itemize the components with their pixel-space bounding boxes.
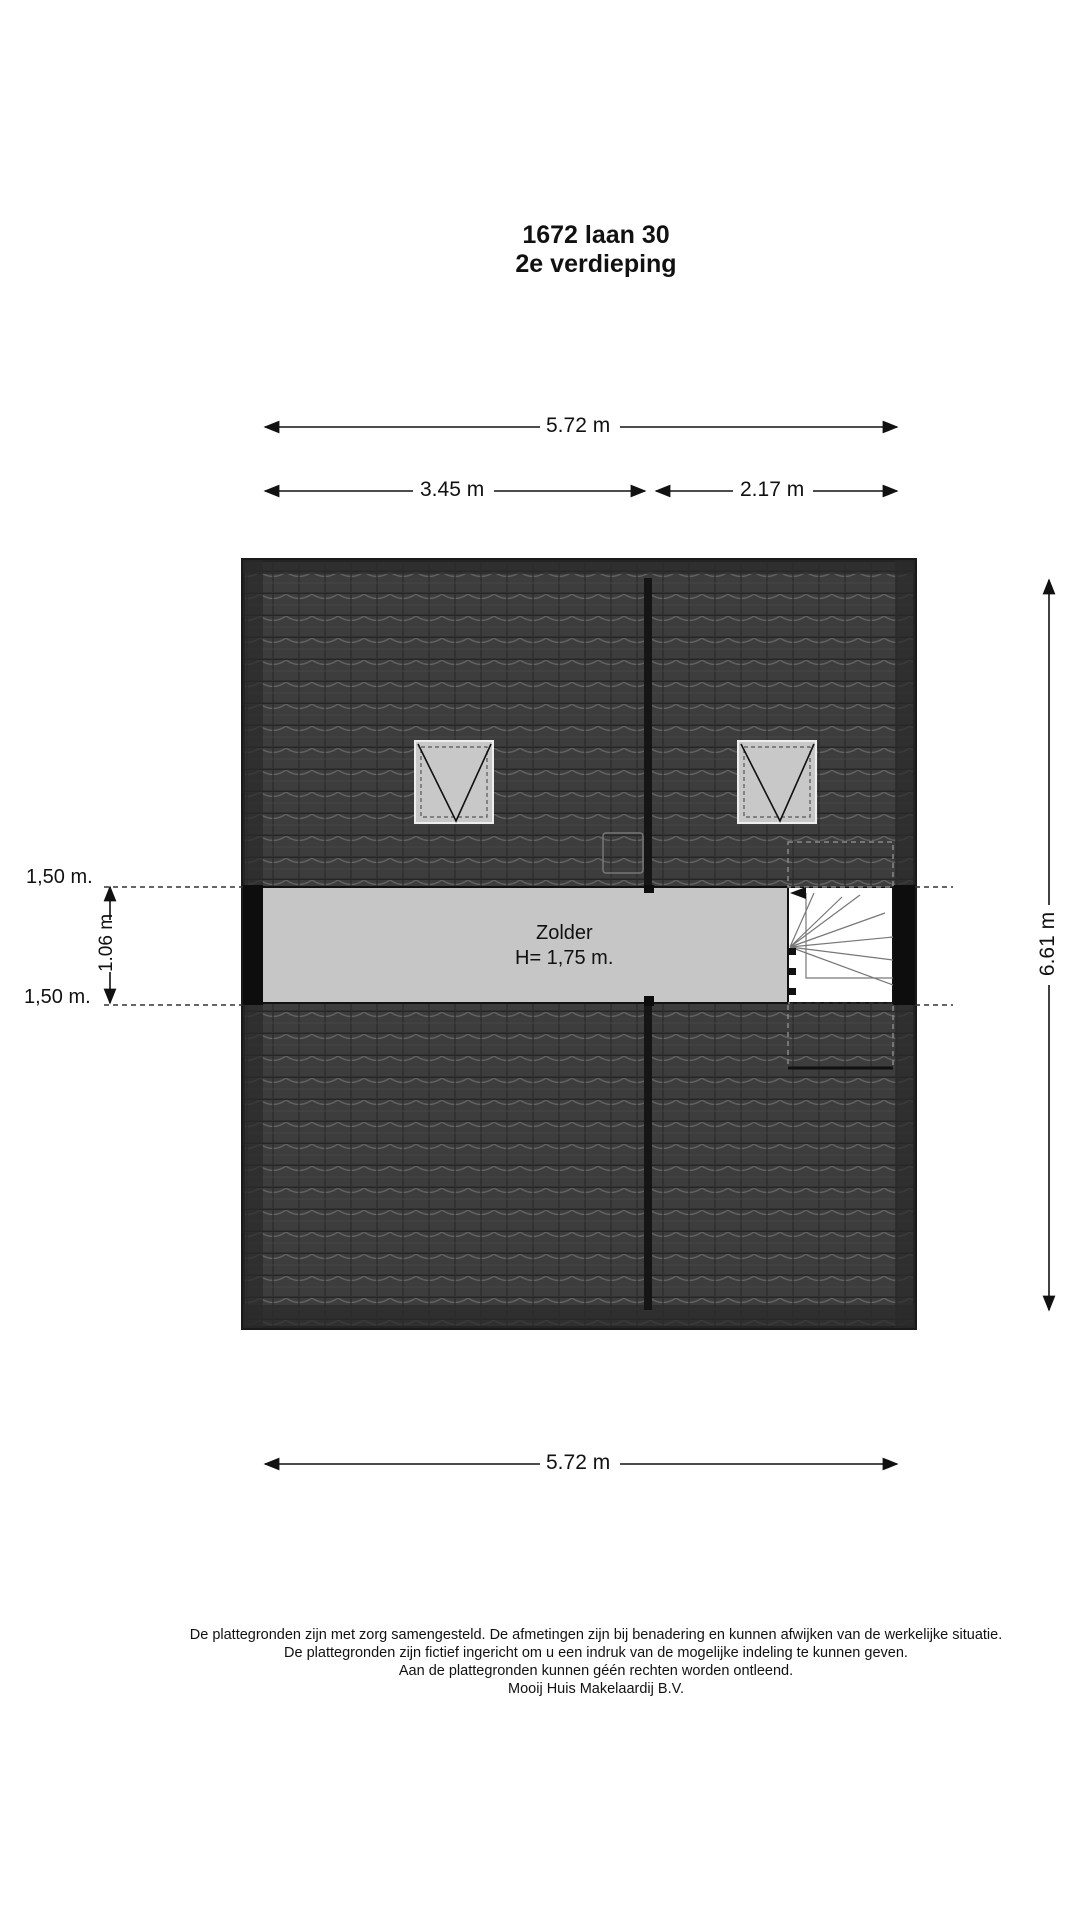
eave-label-top: 1,50 m.: [26, 866, 93, 888]
wall-left: [243, 885, 263, 1005]
roof-top: [243, 560, 915, 887]
company-name: Mooij Huis Makelaardij B.V.: [508, 1681, 684, 1697]
eave-label-bottom: 1,50 m.: [24, 986, 91, 1008]
skylight-icon: [415, 741, 493, 823]
room-height: H= 1,75 m.: [515, 947, 614, 969]
plan-title-address: 1672 laan 30: [522, 221, 670, 249]
wall-right: [893, 885, 915, 1005]
roof-divider-top: [644, 578, 652, 890]
disclaimer: [0, 1626, 1080, 1698]
dim-top-right: 2.17 m: [740, 478, 805, 501]
disclaimer-line: De plattegronden zijn met zorg samengesteld. De afmetingen zijn bij benadering en kunnen afwijken van de werkelijke situatie.: [189, 1627, 1003, 1643]
skylight-icon: [738, 741, 816, 823]
roof-divider-bottom: [644, 1000, 652, 1310]
stair-icon: [788, 842, 893, 1068]
dim-left-height: 1.06 m: [96, 913, 118, 973]
room-name: Zolder: [536, 922, 593, 944]
dim-right-height: 6.61 m: [1036, 911, 1060, 977]
plan-title-floor: 2e verdieping: [515, 250, 677, 278]
dim-top-total: 5.72 m: [546, 414, 611, 437]
disclaimer-line: Aan de plattegronden kunnen géén rechten worden ontleend.: [398, 1663, 794, 1679]
dim-bottom-total: 5.72 m: [546, 1451, 611, 1474]
disclaimer-line: De plattegronden zijn fictief ingericht om u een indruk van de mogelijke indeling te kunnen geven.: [284, 1645, 908, 1661]
room-zolder: [263, 887, 788, 1003]
dim-top-left: 3.45 m: [420, 478, 485, 501]
